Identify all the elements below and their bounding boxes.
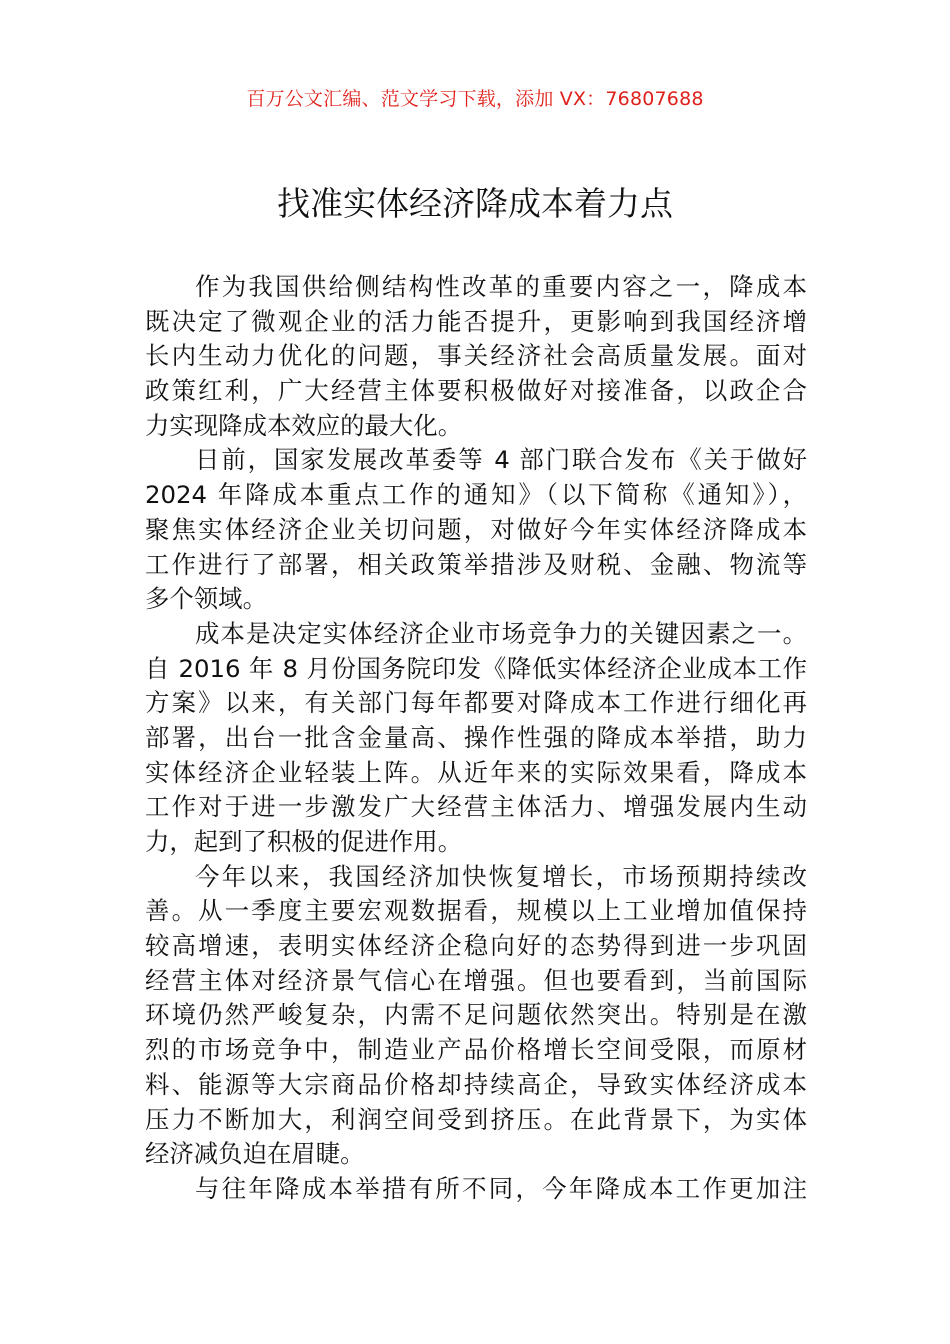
paragraph [145,617,807,860]
document-body [145,270,807,1207]
paragraph-line: 多个领域。 [145,584,267,614]
paragraph-line: 日前，国家发展改革委等 4 部门联合发布《关于做好 [195,445,807,475]
paragraph-line: 力实现降成本效应的最大化。 [145,410,463,440]
paragraph-line: 既决定了微观企业的活力能否提升，更影响到我国经济增 [145,306,807,336]
paragraph-line: 较高增速，表明实体经济企稳向好的态势得到进一步巩固 [145,931,807,961]
paragraph [145,443,807,616]
paragraph [145,270,807,443]
paragraph-line: 作为我国供给侧结构性改革的重要内容之一，降成本 [195,272,807,301]
paragraph-line: 实体经济企业轻装上阵。从近年来的实际效果看，降成本 [145,757,807,787]
document-title: 找准实体经济降成本着力点 [277,184,673,223]
paragraph-line: 经营主体对经济景气信心在增强。但也要看到，当前国际 [145,965,807,995]
watermark-header: 百万公文汇编、范文学习下载，添加 VX：76807688 [246,88,704,110]
paragraph-line: 自 2016 年 8 月份国务院印发《降低实体经济企业成本工作 [145,653,807,683]
paragraph-line: 工作进行了部署，相关政策举措涉及财税、金融、物流等 [145,549,807,579]
paragraph [145,1172,807,1207]
paragraph-line: 压力不断加大，利润空间受到挤压。在此背景下，为实体 [145,1104,807,1134]
paragraph-line: 长内生动力优化的问题，事关经济社会高质量发展。面对 [145,341,807,371]
paragraph-line: 料、能源等大宗商品价格却持续高企，导致实体经济成本 [145,1069,807,1099]
paragraph-line: 烈的市场竞争中，制造业产品价格增长空间受限，而原材 [145,1035,807,1065]
paragraph-line: 聚焦实体经济企业关切问题，对做好今年实体经济降成本 [145,514,807,544]
paragraph-line: 成本是决定实体经济企业市场竞争力的关键因素之一。 [195,618,807,648]
paragraph-line: 力，起到了积极的促进作用。 [145,827,463,856]
paragraph-line: 经济减负迫在眉睫。 [145,1139,365,1169]
paragraph-line: 工作对于进一步激发广大经营主体活力、增强发展内生动 [145,792,807,822]
paragraph-line: 方案》以来，有关部门每年都要对降成本工作进行细化再 [145,688,807,718]
paragraph-line: 政策红利，广大经营主体要积极做好对接准备，以政企合 [145,376,807,406]
paragraph-line: 善。从一季度主要宏观数据看，规模以上工业增加值保持 [145,896,807,926]
paragraph-line: 2024 年降成本重点工作的通知》（以下简称《通知》）， [145,480,807,510]
paragraph-line: 今年以来，我国经济加快恢复增长，市场预期持续改 [195,861,807,891]
paragraph [145,860,807,1172]
paragraph-line: 环境仍然严峻复杂，内需不足问题依然突出。特别是在激 [145,1000,807,1030]
paragraph-line: 与往年降成本举措有所不同，今年降成本工作更加注 [195,1173,807,1203]
paragraph-line: 部署，出台一批含金量高、操作性强的降成本举措，助力 [145,722,807,752]
